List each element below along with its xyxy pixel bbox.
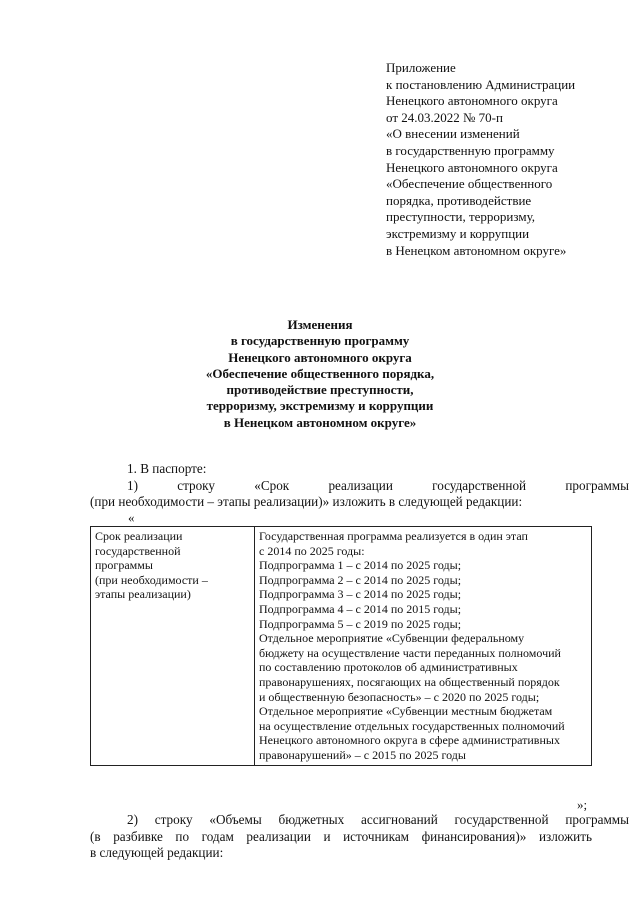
appendix-line: преступности, терроризму, bbox=[386, 209, 536, 225]
value-line: на осуществление отдельных государственных полномочий bbox=[259, 718, 565, 733]
document-title bbox=[120, 317, 520, 431]
label-line: государственной bbox=[95, 543, 181, 558]
value-line: бюджету на осуществление части переданных полномочий bbox=[259, 645, 561, 660]
appendix-line: от 24.03.2022 № 70-п bbox=[386, 109, 503, 125]
table-row bbox=[91, 527, 592, 766]
label-line: (при необходимости – bbox=[95, 572, 208, 587]
title-line: противодействие преступности, bbox=[226, 382, 414, 398]
appendix-line: Приложение bbox=[386, 60, 456, 75]
title-line: в Ненецком автономном округе» bbox=[223, 414, 417, 430]
close-quote: »; bbox=[577, 797, 588, 812]
appendix-line: порядка, противодействие bbox=[386, 192, 532, 208]
value-line: Государственная программа реализуется в один этап bbox=[259, 529, 528, 543]
label-line: этапы реализации) bbox=[95, 587, 191, 602]
passport-label-cell bbox=[91, 527, 255, 766]
label-line: программы bbox=[95, 558, 153, 573]
value-line: по составлению протоколов об административных bbox=[259, 660, 518, 675]
appendix-line: Ненецкого автономного округа bbox=[386, 159, 558, 175]
title-line: терроризму, экстремизму и коррупции bbox=[206, 398, 434, 414]
value-line: Ненецкого автономного округа в сфере административных bbox=[259, 733, 560, 748]
section2-line2: (в разбивке по годам реализации и источникам финансирования)» изложить bbox=[90, 829, 592, 844]
value-line: Отдельное мероприятие «Субвенции местным бюджетам bbox=[259, 704, 553, 719]
value-line: правонарушениях, посягающих на общественный порядок bbox=[259, 674, 560, 689]
appendix-line: «Обеспечение общественного bbox=[386, 176, 553, 192]
appendix-line: в Ненецком автономном округе» bbox=[386, 242, 567, 258]
passport-table bbox=[90, 526, 592, 766]
section2-line3: в следующей редакции: bbox=[90, 845, 224, 860]
value-line: Подпрограмма 3 – с 2014 по 2025 годы; bbox=[259, 587, 462, 602]
value-line: правонарушений» – с 2015 по 2025 годы bbox=[259, 747, 466, 762]
value-line: с 2014 по 2025 годы: bbox=[259, 543, 365, 558]
title-line: Ненецкого автономного округа bbox=[228, 349, 412, 365]
appendix-line: в государственную программу bbox=[386, 142, 555, 158]
label-line: Срок реализации bbox=[95, 529, 183, 543]
value-line: Подпрограмма 1 – с 2014 по 2025 годы; bbox=[259, 558, 462, 573]
value-line: и общественную безопасность» – с 2020 по 2025 годы; bbox=[259, 689, 540, 704]
section1-heading: 1. В паспорте: bbox=[127, 461, 207, 476]
title-line: Изменения bbox=[287, 317, 353, 332]
section2-line1: 2) строку «Объемы бюджетных ассигнований государственной программы bbox=[127, 812, 629, 827]
title-line: в государственную программу bbox=[230, 333, 410, 349]
section1-line1: 1) строку «Срок реализации государственной программы bbox=[127, 478, 629, 493]
open-quote: « bbox=[128, 510, 135, 525]
appendix-line: к постановлению Администрации bbox=[386, 76, 576, 92]
appendix-line: экстремизму и коррупции bbox=[386, 225, 530, 241]
title-line: «Обеспечение общественного порядка, bbox=[205, 365, 435, 381]
value-line: Подпрограмма 2 – с 2014 по 2025 годы; bbox=[259, 572, 462, 587]
appendix-block bbox=[386, 60, 626, 259]
value-line: Отдельное мероприятие «Субвенции федеральному bbox=[259, 631, 525, 646]
value-line: Подпрограмма 5 – с 2019 по 2025 годы; bbox=[259, 616, 462, 631]
passport-value-cell bbox=[255, 527, 592, 766]
value-line: Подпрограмма 4 – с 2014 по 2015 годы; bbox=[259, 601, 462, 616]
appendix-line: «О внесении изменений bbox=[386, 126, 520, 142]
appendix-line: Ненецкого автономного округа bbox=[386, 93, 558, 109]
section1-line2: (при необходимости – этапы реализации)» изложить в следующей редакции: bbox=[90, 494, 523, 509]
